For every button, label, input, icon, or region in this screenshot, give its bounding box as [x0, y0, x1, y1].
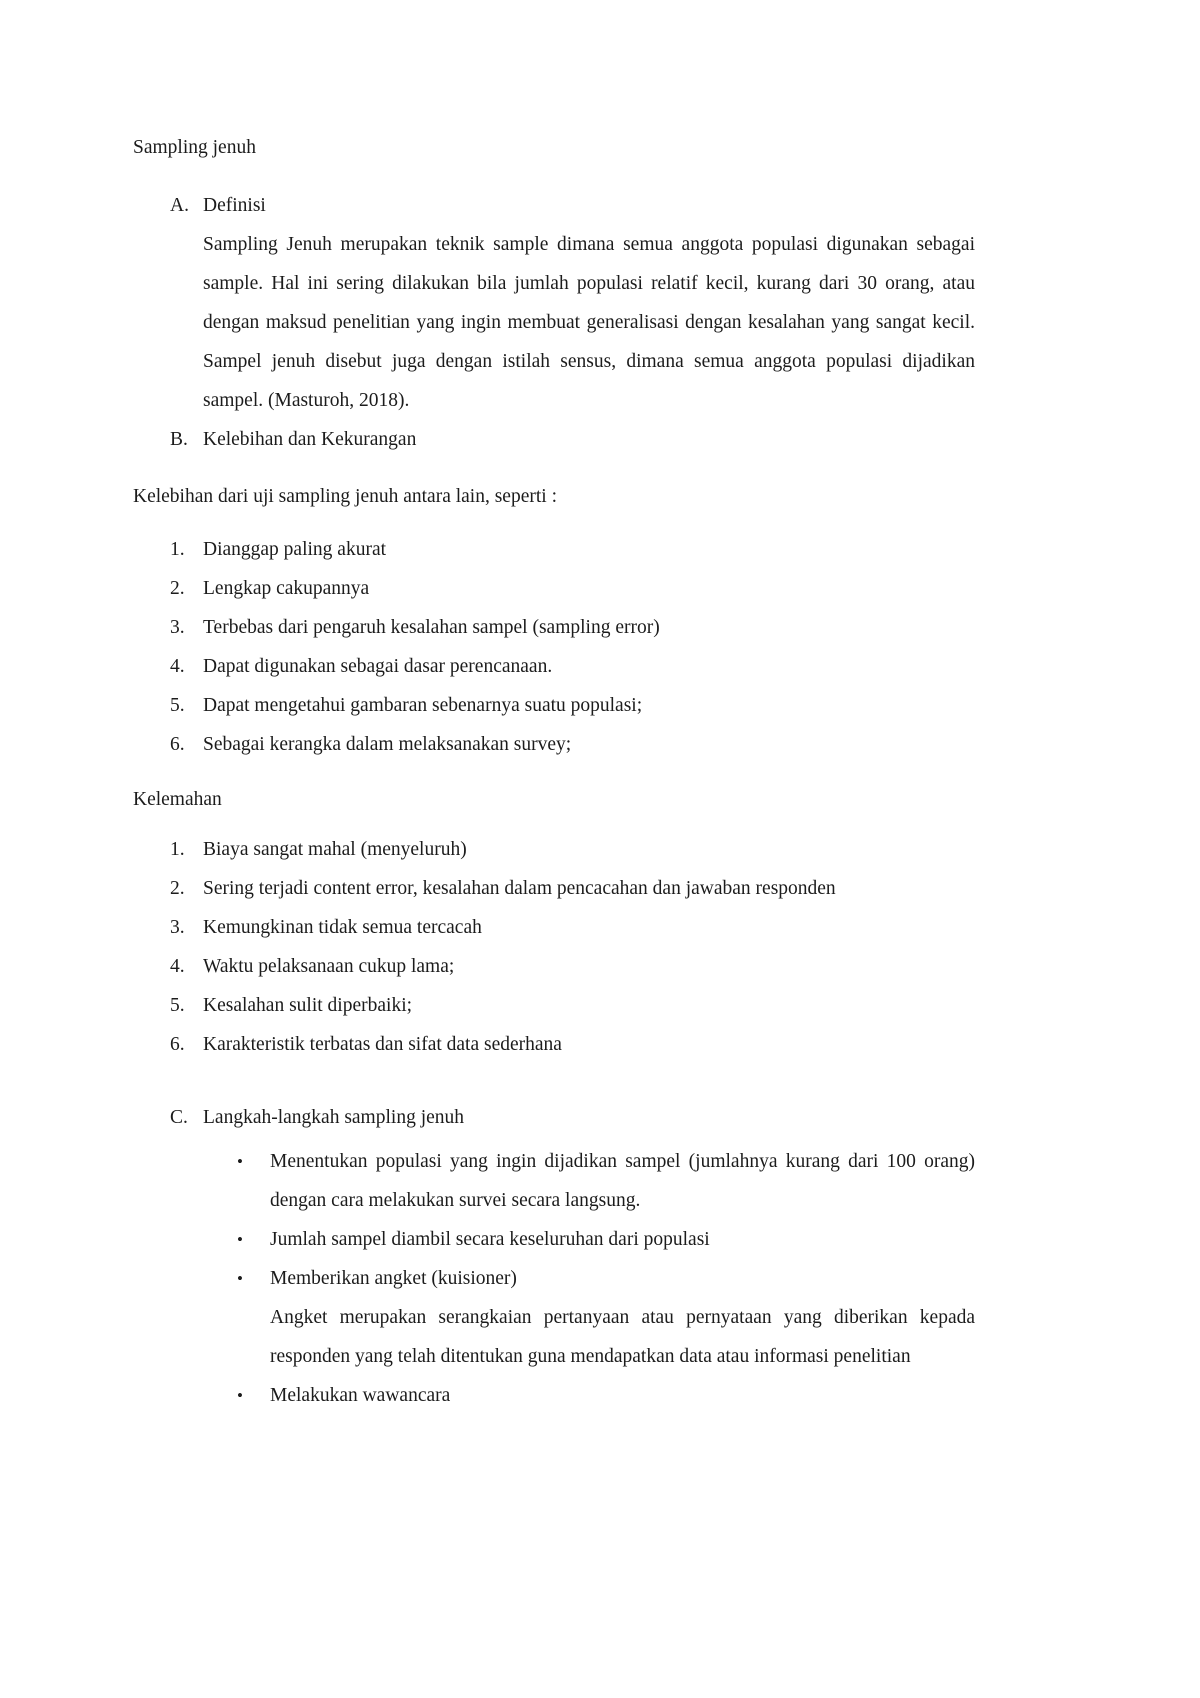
list-item-text: Lengkap cakupannya	[203, 578, 370, 599]
list-item-number: 6.	[170, 734, 185, 755]
list-item-number: 6.	[170, 1034, 185, 1055]
list-item-text: Terbebas dari pengaruh kesalahan sampel (sampling error)	[203, 617, 660, 638]
list-item-number: 3.	[170, 617, 185, 638]
kelebihan-intro: Kelebihan dari uji sampling jenuh antara lain, seperti :	[133, 486, 557, 507]
bullet-icon: •	[237, 1230, 243, 1249]
bullet-list-item	[133, 1220, 975, 1259]
section-c-heading-text: Langkah-langkah sampling jenuh	[203, 1107, 465, 1128]
bullet-list-item	[133, 1376, 975, 1415]
list-item-text: Sering terjadi content error, kesalahan dalam pencacahan dan jawaban responden	[203, 878, 836, 899]
bullet-item-text: Melakukan wawancara	[270, 1385, 451, 1406]
list-item	[133, 647, 975, 686]
bullet-icon: •	[237, 1152, 243, 1171]
list-item-number: 2.	[170, 578, 185, 599]
list-item-number: 3.	[170, 917, 185, 938]
bullet-item-text: Memberikan angket (kuisioner)	[270, 1268, 517, 1289]
bullet-item-text: Jumlah sampel diambil secara keseluruhan dari populasi	[270, 1229, 710, 1250]
section-a-heading	[133, 186, 975, 225]
list-item	[133, 530, 975, 569]
list-item	[133, 947, 975, 986]
list-item-number: 4.	[170, 656, 185, 677]
list-item	[133, 830, 975, 869]
list-item-text: Biaya sangat mahal (menyeluruh)	[203, 839, 467, 860]
bullet-list-item	[133, 1142, 975, 1220]
list-item	[133, 686, 975, 725]
langkah-bullet-list	[133, 1142, 975, 1415]
list-item	[133, 869, 975, 908]
section-c-heading	[133, 1098, 975, 1137]
kelemahan-heading: Kelemahan	[133, 789, 222, 810]
list-item	[133, 569, 975, 608]
section-c-label: C.	[170, 1107, 188, 1128]
bullet-icon: •	[237, 1269, 243, 1288]
list-item-number: 1.	[170, 839, 185, 860]
section-b-label: B.	[170, 429, 188, 450]
list-item-number: 2.	[170, 878, 185, 899]
list-item-text: Karakteristik terbatas dan sifat data sederhana	[203, 1034, 562, 1055]
list-item-number: 4.	[170, 956, 185, 977]
list-item-number: 1.	[170, 539, 185, 560]
bullet-item-text: Menentukan populasi yang ingin dijadikan sampel (jumlahnya kurang dari 100 orang) dengan cara melakukan survei secara langsung.	[270, 1151, 975, 1211]
section-b-heading	[133, 420, 975, 459]
list-item	[133, 608, 975, 647]
bullet-icon: •	[237, 1386, 243, 1405]
section-b-heading-text: Kelebihan dan Kekurangan	[203, 429, 417, 450]
list-item-text: Sebagai kerangka dalam melaksanakan survey;	[203, 734, 572, 755]
bullet-list-item	[133, 1259, 975, 1298]
list-item-text: Dapat mengetahui gambaran sebenarnya suatu populasi;	[203, 695, 643, 716]
list-item	[133, 1025, 975, 1064]
kelebihan-list	[133, 530, 975, 764]
section-a-heading-text: Definisi	[203, 195, 266, 216]
list-item	[133, 986, 975, 1025]
kelemahan-list	[133, 830, 975, 1064]
section-a-label: A.	[170, 195, 189, 216]
list-item-text: Kesalahan sulit diperbaiki;	[203, 995, 413, 1016]
definisi-paragraph: Sampling Jenuh merupakan teknik sample dimana semua anggota populasi digunakan sebagai sample. Hal ini sering dilakukan bila jumlah populasi relatif kecil, kurang dari 30 orang, atau dengan maksud penelitian yang ingin membuat generalisasi dengan kesalahan yang sangat kecil. Sampel jenuh disebut juga dengan istilah sensus, dimana semua anggota populasi dijadikan sampel. (Masturoh, 2018).	[203, 234, 975, 411]
document-title: Sampling jenuh	[133, 137, 256, 158]
list-item	[133, 908, 975, 947]
list-item-number: 5.	[170, 695, 185, 716]
angket-sub-paragraph: Angket merupakan serangkaian pertanyaan atau pernyataan yang diberikan kepada responden yang telah ditentukan guna mendapatkan data atau informasi penelitian	[270, 1307, 975, 1367]
list-item-text: Dianggap paling akurat	[203, 539, 387, 560]
list-item	[133, 725, 975, 764]
list-item-text: Dapat digunakan sebagai dasar perencanaan.	[203, 656, 553, 677]
list-item-number: 5.	[170, 995, 185, 1016]
list-item-text: Kemungkinan tidak semua tercacah	[203, 917, 482, 938]
list-item-text: Waktu pelaksanaan cukup lama;	[203, 956, 455, 977]
